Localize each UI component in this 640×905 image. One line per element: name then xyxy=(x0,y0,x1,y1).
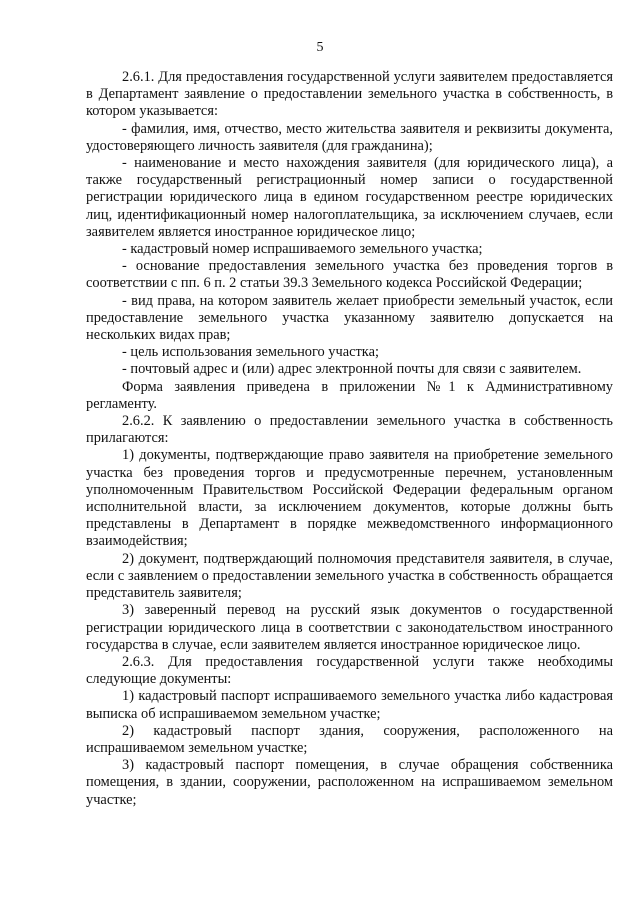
paragraph-2-6-2: 2.6.2. К заявлению о предоставлении земельного участка в собственность прилагаются: xyxy=(86,413,613,447)
list-item-land-passport: 1) кадастровый паспорт испрашиваемого земельного участка либо кадастровая выписка об испрашиваемом земельном участке; xyxy=(86,688,613,722)
list-item-documents-right: 1) документы, подтверждающие право заявителя на приобретение земельного участка без проведения торгов и предусмотренные перечнем, установленным уполномоченным Правительством Российской Федерации федеральным органом исполнительной власти, за исключением документов, которые должны быть представлены в Департамент в порядке межведомственного информационного взаимодействия; xyxy=(86,447,613,550)
list-item-address: - почтовый адрес и (или) адрес электронной почты для связи с заявителем. xyxy=(122,361,582,378)
document-body xyxy=(86,69,613,809)
list-item-building-passport: 2) кадастровый паспорт здания, сооружения, расположенного на испрашиваемом земельном участке; xyxy=(86,722,613,756)
list-item-right-type: - вид права, на котором заявитель желает приобрести земельный участок, если предоставление земельного участка указанному заявителю допускается на нескольких видах прав; xyxy=(86,292,613,344)
list-item-grounds: - основание предоставления земельного участка без проведения торгов в соответствии с пп. 6 п. 2 статьи 39.3 Земельного кодекса Российской Федерации; xyxy=(86,258,613,292)
paragraph-2-6-1: 2.6.1. Для предоставления государственной услуги заявителем предоставляется в Департамент заявление о предоставлении земельного участка в собственность, в котором указывается: xyxy=(86,69,613,120)
list-item-premises-passport: 3) кадастровый паспорт помещения, в случае обращения собственника помещения, в здании, сооружении, расположенном на испрашиваемом земельном участке; xyxy=(86,757,613,808)
list-item-applicant-name: - фамилия, имя, отчество, место жительства заявителя и реквизиты документа, удостоверяющего личность заявителя (для гражданина); xyxy=(86,120,613,154)
list-item-purpose: - цель использования земельного участка; xyxy=(122,344,379,361)
list-item-legal-entity: - наименование и место нахождения заявителя (для юридического лица), а также государственный регистрационный номер записи о государственной регистрации юридического лица в едином государственном реестре юридических лиц, идентификационный номер налогоплательщика, за исключением случаев, если заявителем является иностранное юридическое лицо; xyxy=(86,155,613,240)
page-number: 5 xyxy=(316,40,324,55)
paragraph-2-6-3: 2.6.3. Для предоставления государственной услуги также необходимы следующие документы: xyxy=(86,653,613,688)
list-item-cadastral-number: - кадастровый номер испрашиваемого земельного участка; xyxy=(122,241,483,258)
list-item-certified-translation: 3) заверенный перевод на русский язык документов о государственной регистрации юридического лица в соответствии с законодательством иностранного государства в случае, если заявителем является иностранное юридическое лицо. xyxy=(86,602,613,653)
paragraph-form-reference: Форма заявления приведена в приложении №1 к Административному регламенту. xyxy=(86,378,613,412)
list-item-representative-authority: 2) документ, подтверждающий полномочия представителя заявителя, в случае, если с заявлением о предоставлении земельного участка в собственность обращается представитель заявителя; xyxy=(86,550,613,602)
